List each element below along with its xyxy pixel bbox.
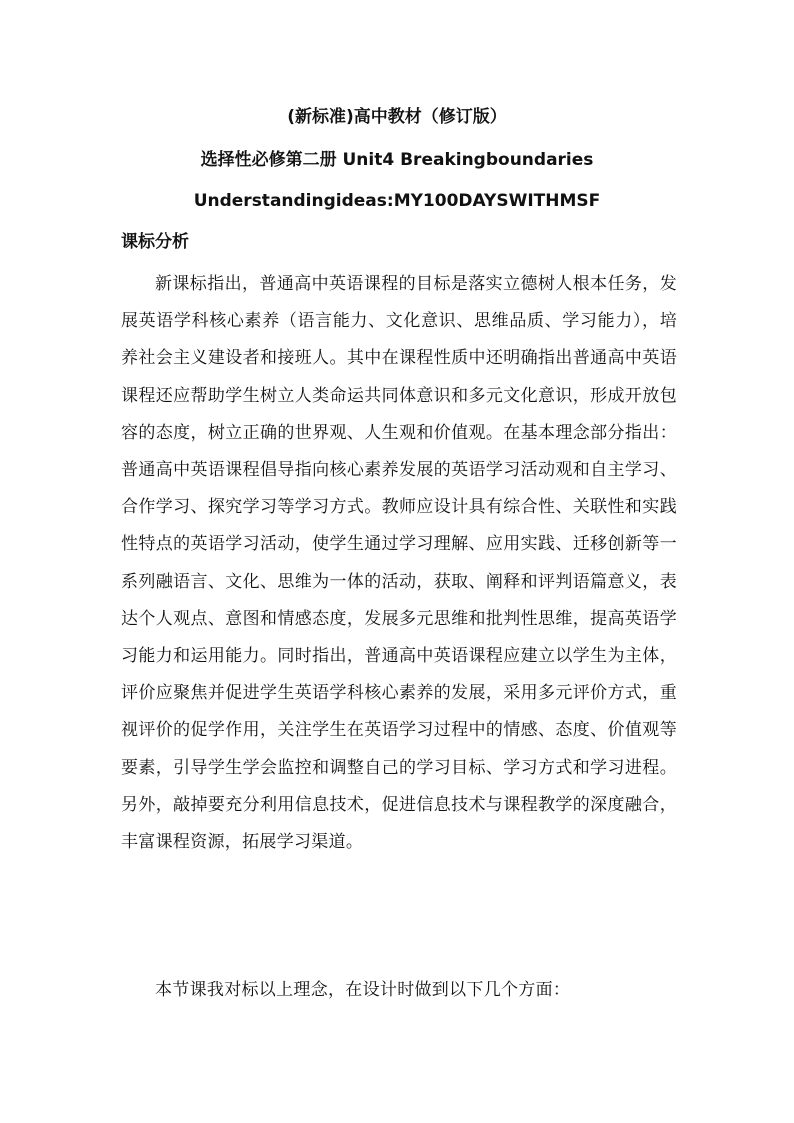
paragraph-curriculum-analysis: 新课标指出，普通高中英语课程的目标是落实立德树人根本任务，发展英语学科核心素养（语言能力、文化意识、思维品质、学习能力），培养社会主义建设者和接班人。其中在课程性质中还明确指出普通高中英语课程还应帮助学生树立人类命运共同体意识和多元文化意识，形成开放包容的态度，树立正确的世界观、人生观和价值观。在基本理念部分指出：普通高中英语课程倡导指向核心素养发展的英语学习活动观和自主学习、合作学习、探究学习等学习方式。教师应设计具有综合性、关联性和实践性特点的英语学习活动，使学生通过学习理解、应用实践、迁移创新等一系列融语言、文化、思维为一体的活动，获取、阐释和评判语篇意义，表达个人观点、意图和情感态度，发展多元思维和批判性思维，提高英语学习能力和运用能力。同时指出，普通高中英语课程应建立以学生为主体，评价应聚焦并促进学生英语学科核心素养的发展，采用多元评价方式，重视评价的促学作用，关注学生在英语学习过程中的情感、态度、价值观等要素，引导学生学会监控和调整自己的学习目标、学习方式和学习进程。另外，敲掉要充分利用信息技术，促进信息技术与课程教学的深度融合，丰富课程资源，拓展学习渠道。 xyxy=(121,274,677,853)
paragraph-design-intro: 本节课我对标以上理念，在设计时做到以下几个方面： xyxy=(155,980,571,1000)
section-heading: 课标分析 xyxy=(121,232,189,252)
document-subtitle: 选择性必修第二册 Unit4 Breakingboundaries xyxy=(200,150,594,170)
lesson-title: Understandingideas:MY100DAYSWITHMSF xyxy=(193,191,601,211)
document-title: (新标准)高中教材（修订版） xyxy=(287,107,507,127)
